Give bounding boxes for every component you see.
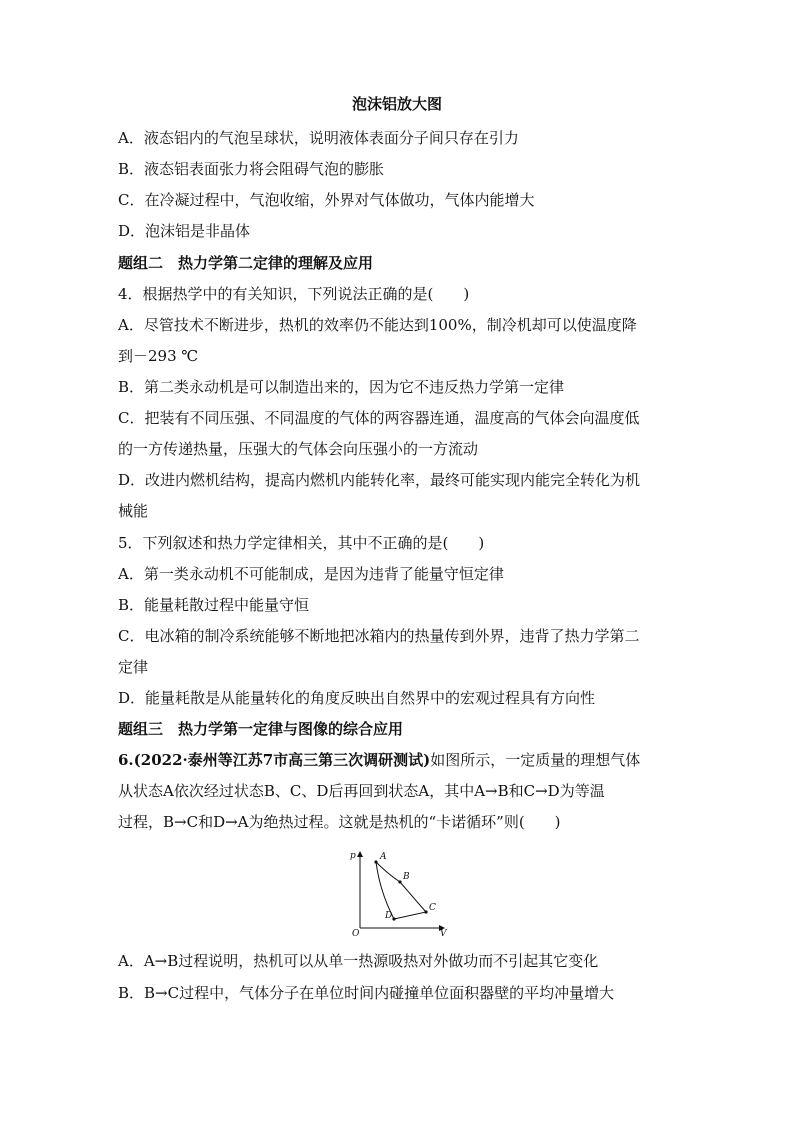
point-c-label: C (429, 903, 436, 913)
q6-stem-line: 过程，B→C和D→A为绝热过程。这就是热机的“卡诺循环”则( ) (118, 813, 561, 831)
q5-line: D．能量耗散是从能量转化的角度反映出自然界中的宏观过程具有方向性 (118, 689, 596, 707)
axis-v-label: V (440, 929, 447, 938)
point-d (392, 917, 395, 920)
q3-option-c: C．在冷凝过程中，气泡收缩，外界对气体做功，气体内能增大 (118, 191, 535, 209)
q6-stem-line: 如图所示，一定质量的理想气体 (430, 751, 641, 769)
q5-stem: 5．下列叙述和热力学定律相关，其中不正确的是( ) (118, 534, 485, 552)
point-a (374, 860, 377, 863)
q3-option-d: D．泡沫铝是非晶体 (118, 222, 251, 240)
q5-line: C．电冰箱的制冷系统能够不断地把冰箱内的热量传到外界，违背了热力学第二 (118, 627, 640, 645)
q4-line: C．把装有不同压强、不同温度的气体的两容器连通，温度高的气体会向温度低 (118, 409, 640, 427)
group3-title: 题组三 热力学第一定律与图像的综合应用 (118, 720, 404, 738)
q4-line: A．尽管技术不断进步，热机的效率仍不能达到100%，制冷机却可以使温度降 (118, 316, 637, 334)
q4-line: D．改进内燃机结构，提高内燃机内能转化率，最终可能实现内能完全转化为机 (118, 471, 641, 489)
q6-option-b: B．B→C过程中，气体分子在单位时间内碰撞单位面积器壁的平均冲量增大 (118, 984, 615, 1002)
point-a-label: A (380, 852, 387, 862)
q4-stem: 4．根据热学中的有关知识，下列说法正确的是( ) (118, 285, 470, 303)
q4-line: 的一方传递热量，压强大的气体会向压强小的一方流动 (118, 440, 479, 458)
q6-source: 6.(2022·泰州等江苏7市高三第三次调研测试) (118, 751, 431, 769)
q3-option-a: A．液态铝内的气泡呈球状，说明液体表面分子间只存在引力 (118, 129, 519, 147)
q5-line: B．能量耗散过程中能量守恒 (118, 596, 310, 614)
cycle-curve (376, 862, 426, 919)
point-b (398, 880, 401, 883)
point-b-label: B (403, 872, 410, 882)
q6-stem-first-line (118, 750, 678, 770)
q4-line: 械能 (118, 502, 149, 520)
axis-p-label: p (350, 851, 356, 861)
q6-stem-line: 从状态A依次经过状态B、C、D后再回到状态A，其中A→B和C→D为等温 (118, 782, 605, 800)
point-c (424, 910, 427, 913)
carnot-cycle-pv-diagram (348, 848, 448, 938)
figure-caption: 泡沫铝放大图 (351, 95, 442, 113)
q4-line: 到－293 ℃ (118, 347, 199, 365)
group2-title: 题组二 热力学第二定律的理解及应用 (118, 254, 374, 272)
q5-line: A．第一类永动机不可能制成，是因为违背了能量守恒定律 (118, 565, 504, 583)
q4-line: B．第二类永动机是可以制造出来的，因为它不违反热力学第一定律 (118, 378, 565, 396)
q5-line: 定律 (118, 658, 149, 676)
point-d-label: D (385, 911, 393, 921)
q6-option-a: A．A→B过程说明，热机可以从单一热源吸热对外做功而不引起其它变化 (118, 952, 599, 970)
origin-label: O (352, 929, 360, 938)
q3-option-b: B．液态铝表面张力将会阻碍气泡的膨胀 (118, 160, 385, 178)
